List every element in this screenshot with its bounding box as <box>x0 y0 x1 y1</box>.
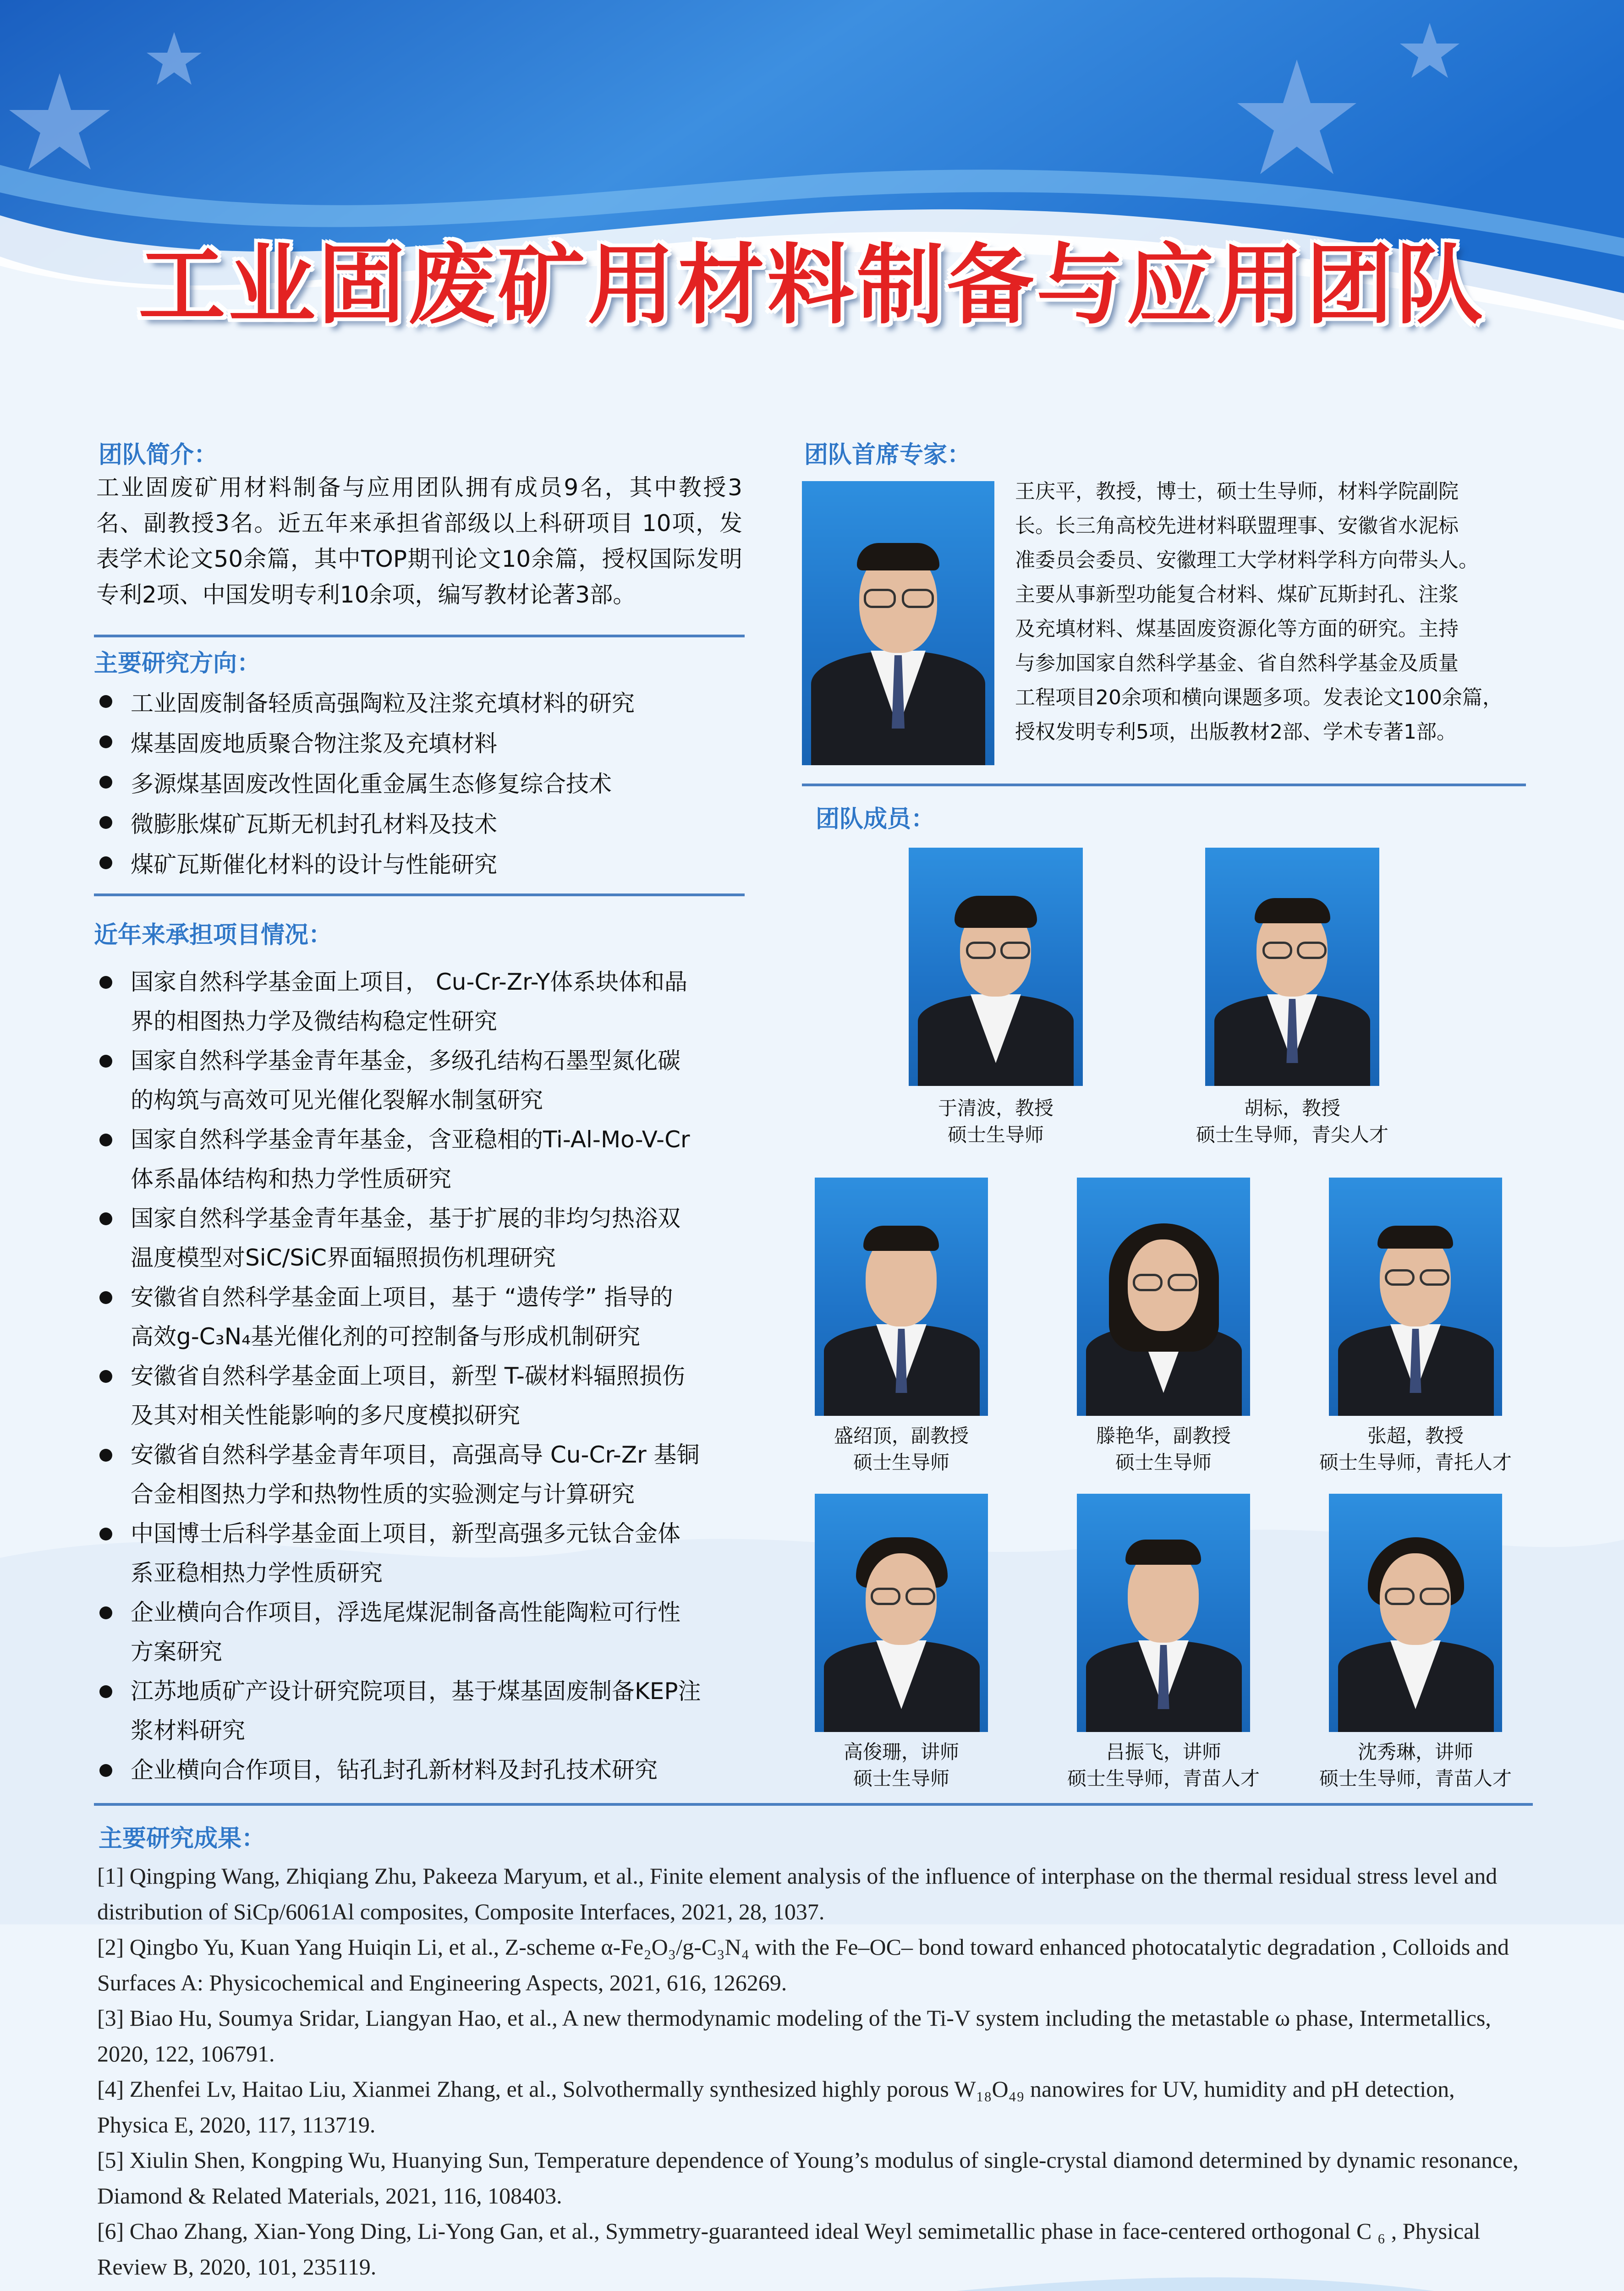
projects-list <box>94 962 749 1790</box>
member-portrait <box>815 1178 988 1416</box>
reference-item: [2] Qingbo Yu, Kuan Yang Huiqin Li, et al., Z-scheme α-Fe₂O₃/g-C₃N₄ with the Fe–OC– bond toward enhanced photocatalytic degradation , Colloids and Surfaces A: Physicochemical and Engineering Aspects, 2021, 616, 126269. <box>97 1934 1509 1995</box>
reference-item: [5] Xiulin Shen, Kongping Wu, Huanying Sun, Temperature dependence of Young’s modulus of single-crystal diamond determined by dynamic resonance, Diamond & Related Materials, 2021, 116, 108403. <box>97 2147 1519 2209</box>
chief-bio: 王庆平，教授，博士，硕士生导师，材料学院副院 长。长三角高校先进材料联盟理事、安徽省水泥标 准委员会委员、安徽理工大学材料学科方向带头人。 主要从事新型功能复合材料、煤矿瓦斯封孔、注浆 及充填材料、煤基固废资源化等方面的研究。主持 与参加国家自然科学基金、省自然科学基金及质量 工程项目20余项和横向课题多项。发表论文100余篇， 授权发明专利5项，出版教材2部、学术专著1部。 <box>1015 480 1503 744</box>
divider <box>94 893 745 896</box>
reference-item: [1] Qingping Wang, Zhiqiang Zhu, Pakeeza Maryum, et al., Finite element analysis of the influence of interphase on the thermal residual stress level and distribution of SiCp/6061Al composites, Composite Interfaces, 2021, 28, 1037. <box>97 1863 1498 1924</box>
bullet-icon <box>99 1370 112 1383</box>
list-item: 煤基固废地质聚合物注浆及充填材料 <box>94 725 749 766</box>
bullet-icon <box>99 776 112 789</box>
bullet-icon <box>99 816 112 829</box>
list-item: 企业横向合作项目，浮选尾煤泥制备高性能陶粒可行性 方案研究 <box>94 1593 749 1672</box>
chief-portrait <box>802 481 994 765</box>
bullet-icon <box>99 1055 112 1068</box>
list-item: 安徽省自然科学基金面上项目，基于 “遗传学” 指导的 高效g-C₃N₄基光催化剂的可控制备与形成机制研究 <box>94 1277 749 1356</box>
divider <box>94 635 745 637</box>
divider <box>94 1803 1533 1806</box>
member-caption: 沈秀琳，讲师 硕士生导师，青苗人才 <box>1319 1741 1512 1790</box>
bullet-icon <box>99 976 112 989</box>
intro-heading: 团队简介： <box>99 441 218 469</box>
member-caption: 胡标，教授 硕士生导师，青尖人才 <box>1196 1097 1388 1146</box>
bullet-icon <box>99 695 112 708</box>
list-item: 安徽省自然科学基金青年项目，高强高导 Cu-Cr-Zr 基铜 合金相图热力学和热物性质的实验测定与计算研究 <box>94 1435 749 1514</box>
reference-item: [4] Zhenfei Lv, Haitao Liu, Xianmei Zhang, et al., Solvothermally synthesized highly porous W₁₈O₄₉ nanowires for UV, humidity and pH detection, Physica E, 2020, 117, 113719. <box>97 2076 1455 2138</box>
member-portrait <box>1077 1178 1250 1416</box>
member-caption: 盛绍顶，副教授 硕士生导师 <box>834 1425 969 1474</box>
member-portrait <box>1329 1494 1502 1732</box>
list-item: 国家自然科学基金青年基金，基于扩展的非均匀热浴双 温度模型对SiC/SiC界面辐照损伤机理研究 <box>94 1199 749 1277</box>
list-item: 国家自然科学基金面上项目， Cu-Cr-Zr-Y体系块体和晶 界的相图热力学及微结构稳定性研究 <box>94 962 749 1041</box>
list-item: 江苏地质矿产设计研究院项目，基于煤基固废制备KEP注 浆材料研究 <box>94 1672 749 1750</box>
bullet-icon <box>99 1685 112 1698</box>
member-caption: 滕艳华，副教授 硕士生导师 <box>1096 1425 1231 1474</box>
list-item: 国家自然科学基金青年基金，含亚稳相的Ti-Al-Mo-V-Cr 体系晶体结构和热力学性质研究 <box>94 1120 749 1199</box>
list-item: 微膨胀煤矿瓦斯无机封孔材料及技术 <box>94 806 749 846</box>
member-portrait <box>909 848 1083 1086</box>
bullet-icon <box>99 1528 112 1540</box>
intro-text: 工业固废矿用材料制备与应用团队拥有成员9名，其中教授3名、副教授3名。近五年来承担省部级以上科研项目 10项，发表学术论文50余篇，其中TOP期刊论文10余篇，授权国际发明专利2项、中国发明专利10余项，编写教材论著3部。 <box>96 474 742 608</box>
bullet-icon <box>99 1134 112 1146</box>
bullet-icon <box>99 1764 112 1777</box>
member-caption: 吕振飞，讲师 硕士生导师，青苗人才 <box>1067 1741 1260 1790</box>
member-portrait <box>815 1494 988 1732</box>
list-item: 工业固废制备轻质高强陶粒及注浆充填材料的研究 <box>94 685 749 725</box>
bullet-icon <box>99 1291 112 1304</box>
member-caption: 于清波，教授 硕士生导师 <box>938 1097 1053 1146</box>
bullet-icon <box>99 1606 112 1619</box>
member-portrait <box>1205 848 1379 1086</box>
member-portrait <box>1329 1178 1502 1416</box>
reference-item: [6] Chao Zhang, Xian-Yong Ding, Li-Yong Gan, et al., Symmetry-guaranteed ideal Weyl semimetallic phase in face-centered orthogonal C ₆ , Physical Review B, 2020, 101, 235119. <box>97 2218 1481 2280</box>
member-caption: 高俊珊，讲师 硕士生导师 <box>843 1741 959 1790</box>
poster-title: 工业固废矿用材料制备与应用团队 <box>138 235 1486 336</box>
bullet-icon <box>99 1449 112 1462</box>
list-item: 国家自然科学基金青年基金，多级孔结构石墨型氮化碳 的构筑与高效可见光催化裂解水制氢研究 <box>94 1041 749 1120</box>
divider <box>802 784 1526 786</box>
list-item: 多源煤基固废改性固化重金属生态修复综合技术 <box>94 766 749 806</box>
directions-list <box>94 685 749 887</box>
chief-heading: 团队首席专家： <box>804 441 971 469</box>
list-item: 煤矿瓦斯催化材料的设计与性能研究 <box>94 846 749 887</box>
list-item: 中国博士后科学基金面上项目，新型高强多元钛合金体 系亚稳相热力学性质研究 <box>94 1514 749 1593</box>
member-portrait <box>1077 1494 1250 1732</box>
bullet-icon <box>99 1212 112 1225</box>
list-item: 安徽省自然科学基金面上项目，新型 T-碳材料辐照损伤 及其对相关性能影响的多尺度模拟研究 <box>94 1356 749 1435</box>
reference-item: [3] Biao Hu, Soumya Sridar, Liangyan Hao, et al., A new thermodynamic modeling of the Ti-V system including the metastable ω phase, Intermetallics, 2020, 122, 106791. <box>97 2005 1491 2066</box>
bullet-icon <box>99 856 112 869</box>
list-item: 企业横向合作项目，钻孔封孔新材料及封孔技术研究 <box>94 1750 749 1790</box>
directions-heading: 主要研究方向： <box>94 650 261 677</box>
bullet-icon <box>99 735 112 748</box>
members-heading: 团队成员： <box>816 806 935 833</box>
achievements-heading: 主要研究成果： <box>99 1825 266 1853</box>
member-caption: 张超，教授 硕士生导师，青托人才 <box>1319 1425 1512 1474</box>
projects-heading: 近年来承担项目情况： <box>94 921 333 949</box>
